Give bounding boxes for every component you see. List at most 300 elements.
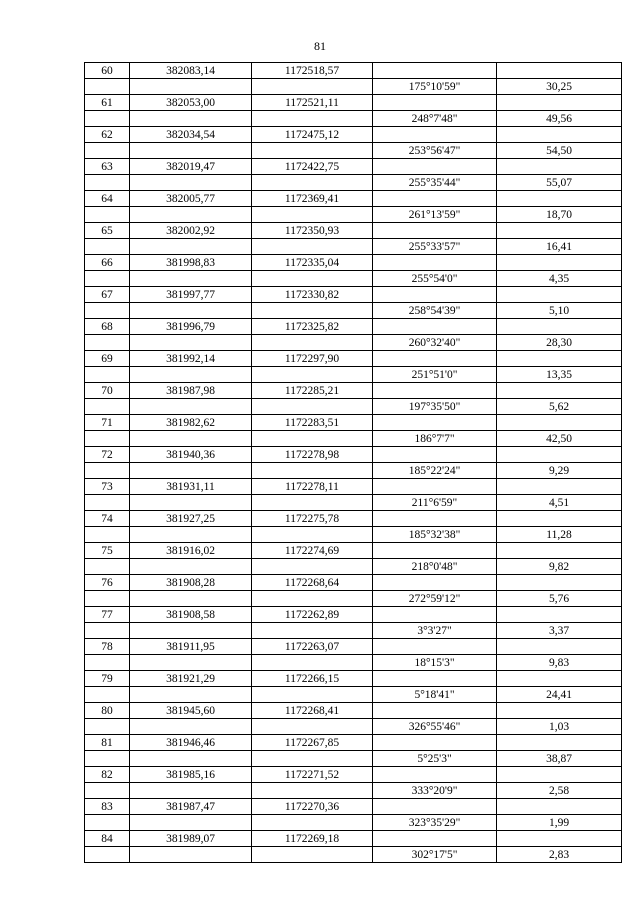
point-row bbox=[85, 671, 622, 687]
segment-row bbox=[85, 719, 622, 735]
point-number-cell bbox=[85, 431, 130, 447]
distance-cell: 18,70 bbox=[497, 207, 622, 223]
x-coordinate-cell: 381931,11 bbox=[130, 479, 252, 495]
y-coordinate-cell: 1172283,51 bbox=[252, 415, 373, 431]
y-coordinate-cell: 1172335,04 bbox=[252, 255, 373, 271]
y-coordinate-cell bbox=[252, 111, 373, 127]
distance-cell: 1,03 bbox=[497, 719, 622, 735]
x-coordinate-cell bbox=[130, 431, 252, 447]
segment-row bbox=[85, 111, 622, 127]
distance-cell: 11,28 bbox=[497, 527, 622, 543]
y-coordinate-cell: 1172325,82 bbox=[252, 319, 373, 335]
segment-row bbox=[85, 143, 622, 159]
angle-cell: 248°7'48" bbox=[373, 111, 497, 127]
point-row bbox=[85, 223, 622, 239]
point-number-cell: 67 bbox=[85, 287, 130, 303]
angle-cell bbox=[373, 223, 497, 239]
point-row bbox=[85, 287, 622, 303]
point-number-cell bbox=[85, 623, 130, 639]
segment-row bbox=[85, 687, 622, 703]
page-number: 81 bbox=[314, 39, 326, 53]
angle-cell: 253°56'47" bbox=[373, 143, 497, 159]
angle-cell: 255°35'44" bbox=[373, 175, 497, 191]
point-row bbox=[85, 319, 622, 335]
y-coordinate-cell: 1172330,82 bbox=[252, 287, 373, 303]
y-coordinate-cell bbox=[252, 431, 373, 447]
x-coordinate-cell bbox=[130, 303, 252, 319]
y-coordinate-cell: 1172266,15 bbox=[252, 671, 373, 687]
angle-cell: 333°20'9" bbox=[373, 783, 497, 799]
coordinates-table-body bbox=[85, 63, 622, 863]
angle-cell: 326°55'46" bbox=[373, 719, 497, 735]
point-row bbox=[85, 479, 622, 495]
distance-cell bbox=[497, 607, 622, 623]
segment-row bbox=[85, 367, 622, 383]
distance-cell: 5,62 bbox=[497, 399, 622, 415]
segment-row bbox=[85, 495, 622, 511]
distance-cell: 2,58 bbox=[497, 783, 622, 799]
angle-cell bbox=[373, 767, 497, 783]
distance-cell: 9,83 bbox=[497, 655, 622, 671]
point-row bbox=[85, 63, 622, 79]
point-number-cell bbox=[85, 463, 130, 479]
angle-cell bbox=[373, 383, 497, 399]
segment-row bbox=[85, 847, 622, 863]
y-coordinate-cell: 1172270,36 bbox=[252, 799, 373, 815]
distance-cell: 2,83 bbox=[497, 847, 622, 863]
angle-cell: 260°32'40" bbox=[373, 335, 497, 351]
coordinates-table bbox=[84, 62, 622, 863]
y-coordinate-cell bbox=[252, 175, 373, 191]
y-coordinate-cell bbox=[252, 591, 373, 607]
angle-cell: 197°35'50" bbox=[373, 399, 497, 415]
y-coordinate-cell bbox=[252, 751, 373, 767]
point-number-cell bbox=[85, 111, 130, 127]
angle-cell bbox=[373, 447, 497, 463]
angle-cell: 255°54'0" bbox=[373, 271, 497, 287]
point-row bbox=[85, 575, 622, 591]
x-coordinate-cell bbox=[130, 495, 252, 511]
angle-cell bbox=[373, 191, 497, 207]
y-coordinate-cell: 1172262,89 bbox=[252, 607, 373, 623]
angle-cell bbox=[373, 351, 497, 367]
x-coordinate-cell bbox=[130, 687, 252, 703]
segment-row bbox=[85, 431, 622, 447]
distance-cell bbox=[497, 63, 622, 79]
x-coordinate-cell: 382053,00 bbox=[130, 95, 252, 111]
point-number-cell: 84 bbox=[85, 831, 130, 847]
y-coordinate-cell: 1172268,64 bbox=[252, 575, 373, 591]
segment-row bbox=[85, 175, 622, 191]
segment-row bbox=[85, 527, 622, 543]
angle-cell: 18°15'3" bbox=[373, 655, 497, 671]
distance-cell: 9,82 bbox=[497, 559, 622, 575]
point-number-cell: 70 bbox=[85, 383, 130, 399]
distance-cell bbox=[497, 159, 622, 175]
point-number-cell bbox=[85, 591, 130, 607]
x-coordinate-cell bbox=[130, 79, 252, 95]
distance-cell: 42,50 bbox=[497, 431, 622, 447]
point-number-cell bbox=[85, 175, 130, 191]
y-coordinate-cell bbox=[252, 271, 373, 287]
segment-row bbox=[85, 335, 622, 351]
distance-cell bbox=[497, 831, 622, 847]
point-row bbox=[85, 255, 622, 271]
point-number-cell: 80 bbox=[85, 703, 130, 719]
x-coordinate-cell: 381996,79 bbox=[130, 319, 252, 335]
distance-cell bbox=[497, 447, 622, 463]
angle-cell: 323°35'29" bbox=[373, 815, 497, 831]
point-number-cell bbox=[85, 783, 130, 799]
y-coordinate-cell bbox=[252, 495, 373, 511]
distance-cell: 24,41 bbox=[497, 687, 622, 703]
x-coordinate-cell bbox=[130, 719, 252, 735]
point-row bbox=[85, 511, 622, 527]
point-row bbox=[85, 191, 622, 207]
angle-cell bbox=[373, 159, 497, 175]
angle-cell bbox=[373, 63, 497, 79]
x-coordinate-cell: 381998,83 bbox=[130, 255, 252, 271]
angle-cell: 258°54'39" bbox=[373, 303, 497, 319]
angle-cell bbox=[373, 735, 497, 751]
y-coordinate-cell: 1172274,69 bbox=[252, 543, 373, 559]
x-coordinate-cell: 381940,36 bbox=[130, 447, 252, 463]
angle-cell bbox=[373, 319, 497, 335]
distance-cell bbox=[497, 95, 622, 111]
distance-cell: 54,50 bbox=[497, 143, 622, 159]
y-coordinate-cell bbox=[252, 655, 373, 671]
distance-cell bbox=[497, 255, 622, 271]
y-coordinate-cell: 1172475,12 bbox=[252, 127, 373, 143]
angle-cell: 175°10'59" bbox=[373, 79, 497, 95]
x-coordinate-cell: 381982,62 bbox=[130, 415, 252, 431]
x-coordinate-cell bbox=[130, 527, 252, 543]
angle-cell bbox=[373, 703, 497, 719]
y-coordinate-cell bbox=[252, 143, 373, 159]
point-number-cell bbox=[85, 367, 130, 383]
angle-cell bbox=[373, 415, 497, 431]
distance-cell bbox=[497, 383, 622, 399]
y-coordinate-cell: 1172275,78 bbox=[252, 511, 373, 527]
x-coordinate-cell: 381992,14 bbox=[130, 351, 252, 367]
x-coordinate-cell: 381908,28 bbox=[130, 575, 252, 591]
angle-cell: 302°17'5" bbox=[373, 847, 497, 863]
point-row bbox=[85, 351, 622, 367]
angle-cell bbox=[373, 287, 497, 303]
distance-cell: 13,35 bbox=[497, 367, 622, 383]
point-number-cell: 61 bbox=[85, 95, 130, 111]
segment-row bbox=[85, 399, 622, 415]
x-coordinate-cell bbox=[130, 847, 252, 863]
x-coordinate-cell bbox=[130, 463, 252, 479]
point-number-cell: 62 bbox=[85, 127, 130, 143]
angle-cell: 186°7'7" bbox=[373, 431, 497, 447]
y-coordinate-cell: 1172350,93 bbox=[252, 223, 373, 239]
distance-cell bbox=[497, 735, 622, 751]
angle-cell bbox=[373, 511, 497, 527]
distance-cell: 5,76 bbox=[497, 591, 622, 607]
distance-cell: 1,99 bbox=[497, 815, 622, 831]
x-coordinate-cell: 382034,54 bbox=[130, 127, 252, 143]
segment-row bbox=[85, 463, 622, 479]
distance-cell: 5,10 bbox=[497, 303, 622, 319]
x-coordinate-cell: 381908,58 bbox=[130, 607, 252, 623]
distance-cell bbox=[497, 799, 622, 815]
point-number-cell bbox=[85, 655, 130, 671]
x-coordinate-cell: 381911,95 bbox=[130, 639, 252, 655]
angle-cell: 185°32'38" bbox=[373, 527, 497, 543]
x-coordinate-cell bbox=[130, 559, 252, 575]
y-coordinate-cell bbox=[252, 335, 373, 351]
segment-row bbox=[85, 815, 622, 831]
distance-cell: 4,35 bbox=[497, 271, 622, 287]
x-coordinate-cell: 381945,60 bbox=[130, 703, 252, 719]
y-coordinate-cell bbox=[252, 463, 373, 479]
point-number-cell bbox=[85, 559, 130, 575]
point-row bbox=[85, 735, 622, 751]
segment-row bbox=[85, 239, 622, 255]
distance-cell bbox=[497, 639, 622, 655]
angle-cell bbox=[373, 95, 497, 111]
angle-cell bbox=[373, 671, 497, 687]
y-coordinate-cell: 1172267,85 bbox=[252, 735, 373, 751]
segment-row bbox=[85, 623, 622, 639]
point-number-cell: 60 bbox=[85, 63, 130, 79]
distance-cell: 9,29 bbox=[497, 463, 622, 479]
x-coordinate-cell bbox=[130, 111, 252, 127]
angle-cell: 5°18'41" bbox=[373, 687, 497, 703]
y-coordinate-cell bbox=[252, 847, 373, 863]
segment-row bbox=[85, 79, 622, 95]
angle-cell bbox=[373, 607, 497, 623]
angle-cell bbox=[373, 255, 497, 271]
distance-cell bbox=[497, 543, 622, 559]
y-coordinate-cell bbox=[252, 79, 373, 95]
point-number-cell: 81 bbox=[85, 735, 130, 751]
segment-row bbox=[85, 751, 622, 767]
x-coordinate-cell: 382005,77 bbox=[130, 191, 252, 207]
y-coordinate-cell bbox=[252, 559, 373, 575]
distance-cell: 4,51 bbox=[497, 495, 622, 511]
distance-cell bbox=[497, 287, 622, 303]
y-coordinate-cell bbox=[252, 687, 373, 703]
point-row bbox=[85, 447, 622, 463]
point-number-cell bbox=[85, 527, 130, 543]
y-coordinate-cell bbox=[252, 623, 373, 639]
x-coordinate-cell bbox=[130, 143, 252, 159]
y-coordinate-cell: 1172297,90 bbox=[252, 351, 373, 367]
point-number-cell: 83 bbox=[85, 799, 130, 815]
angle-cell bbox=[373, 575, 497, 591]
segment-row bbox=[85, 655, 622, 671]
point-number-cell bbox=[85, 847, 130, 863]
point-row bbox=[85, 639, 622, 655]
distance-cell bbox=[497, 479, 622, 495]
y-coordinate-cell: 1172285,21 bbox=[252, 383, 373, 399]
x-coordinate-cell bbox=[130, 367, 252, 383]
angle-cell bbox=[373, 543, 497, 559]
point-number-cell: 79 bbox=[85, 671, 130, 687]
point-number-cell bbox=[85, 79, 130, 95]
point-row bbox=[85, 831, 622, 847]
angle-cell bbox=[373, 127, 497, 143]
x-coordinate-cell: 381921,29 bbox=[130, 671, 252, 687]
x-coordinate-cell: 382083,14 bbox=[130, 63, 252, 79]
distance-cell bbox=[497, 511, 622, 527]
x-coordinate-cell: 381927,25 bbox=[130, 511, 252, 527]
x-coordinate-cell: 382002,92 bbox=[130, 223, 252, 239]
segment-row bbox=[85, 303, 622, 319]
y-coordinate-cell bbox=[252, 303, 373, 319]
point-number-cell bbox=[85, 143, 130, 159]
y-coordinate-cell: 1172271,52 bbox=[252, 767, 373, 783]
y-coordinate-cell bbox=[252, 367, 373, 383]
distance-cell bbox=[497, 191, 622, 207]
distance-cell: 55,07 bbox=[497, 175, 622, 191]
distance-cell: 38,87 bbox=[497, 751, 622, 767]
point-number-cell: 66 bbox=[85, 255, 130, 271]
distance-cell: 16,41 bbox=[497, 239, 622, 255]
point-number-cell: 77 bbox=[85, 607, 130, 623]
point-number-cell: 63 bbox=[85, 159, 130, 175]
point-number-cell: 68 bbox=[85, 319, 130, 335]
y-coordinate-cell bbox=[252, 783, 373, 799]
distance-cell: 28,30 bbox=[497, 335, 622, 351]
angle-cell: 272°59'12" bbox=[373, 591, 497, 607]
segment-row bbox=[85, 271, 622, 287]
x-coordinate-cell bbox=[130, 623, 252, 639]
x-coordinate-cell bbox=[130, 591, 252, 607]
point-number-cell bbox=[85, 239, 130, 255]
x-coordinate-cell: 381985,16 bbox=[130, 767, 252, 783]
point-number-cell bbox=[85, 495, 130, 511]
x-coordinate-cell: 382019,47 bbox=[130, 159, 252, 175]
distance-cell: 49,56 bbox=[497, 111, 622, 127]
point-row bbox=[85, 767, 622, 783]
x-coordinate-cell bbox=[130, 655, 252, 671]
y-coordinate-cell: 1172263,07 bbox=[252, 639, 373, 655]
y-coordinate-cell: 1172269,18 bbox=[252, 831, 373, 847]
y-coordinate-cell: 1172521,11 bbox=[252, 95, 373, 111]
x-coordinate-cell: 381989,07 bbox=[130, 831, 252, 847]
angle-cell bbox=[373, 831, 497, 847]
angle-cell: 3°3'27" bbox=[373, 623, 497, 639]
point-row bbox=[85, 415, 622, 431]
point-row bbox=[85, 95, 622, 111]
segment-row bbox=[85, 591, 622, 607]
point-number-cell bbox=[85, 687, 130, 703]
y-coordinate-cell bbox=[252, 239, 373, 255]
y-coordinate-cell bbox=[252, 399, 373, 415]
x-coordinate-cell bbox=[130, 207, 252, 223]
x-coordinate-cell: 381997,77 bbox=[130, 287, 252, 303]
point-row bbox=[85, 159, 622, 175]
point-number-cell: 75 bbox=[85, 543, 130, 559]
point-number-cell bbox=[85, 303, 130, 319]
y-coordinate-cell: 1172422,75 bbox=[252, 159, 373, 175]
distance-cell bbox=[497, 415, 622, 431]
point-number-cell: 64 bbox=[85, 191, 130, 207]
point-number-cell: 76 bbox=[85, 575, 130, 591]
x-coordinate-cell bbox=[130, 335, 252, 351]
point-number-cell: 71 bbox=[85, 415, 130, 431]
distance-cell bbox=[497, 127, 622, 143]
distance-cell bbox=[497, 575, 622, 591]
x-coordinate-cell: 381987,98 bbox=[130, 383, 252, 399]
x-coordinate-cell bbox=[130, 815, 252, 831]
distance-cell bbox=[497, 319, 622, 335]
distance-cell bbox=[497, 223, 622, 239]
y-coordinate-cell bbox=[252, 527, 373, 543]
point-number-cell: 82 bbox=[85, 767, 130, 783]
y-coordinate-cell bbox=[252, 815, 373, 831]
angle-cell: 255°33'57" bbox=[373, 239, 497, 255]
angle-cell bbox=[373, 479, 497, 495]
distance-cell: 3,37 bbox=[497, 623, 622, 639]
point-number-cell bbox=[85, 399, 130, 415]
angle-cell: 251°51'0" bbox=[373, 367, 497, 383]
point-row bbox=[85, 127, 622, 143]
distance-cell bbox=[497, 703, 622, 719]
point-number-cell bbox=[85, 719, 130, 735]
x-coordinate-cell bbox=[130, 399, 252, 415]
angle-cell: 5°25'3" bbox=[373, 751, 497, 767]
angle-cell bbox=[373, 799, 497, 815]
distance-cell: 30,25 bbox=[497, 79, 622, 95]
angle-cell: 185°22'24" bbox=[373, 463, 497, 479]
point-number-cell bbox=[85, 271, 130, 287]
distance-cell bbox=[497, 767, 622, 783]
x-coordinate-cell bbox=[130, 271, 252, 287]
x-coordinate-cell: 381987,47 bbox=[130, 799, 252, 815]
angle-cell: 218°0'48" bbox=[373, 559, 497, 575]
x-coordinate-cell bbox=[130, 175, 252, 191]
x-coordinate-cell bbox=[130, 751, 252, 767]
angle-cell bbox=[373, 639, 497, 655]
point-row bbox=[85, 383, 622, 399]
y-coordinate-cell: 1172278,98 bbox=[252, 447, 373, 463]
point-number-cell: 65 bbox=[85, 223, 130, 239]
angle-cell: 211°6'59" bbox=[373, 495, 497, 511]
point-number-cell: 73 bbox=[85, 479, 130, 495]
point-number-cell bbox=[85, 335, 130, 351]
point-row bbox=[85, 543, 622, 559]
y-coordinate-cell bbox=[252, 207, 373, 223]
segment-row bbox=[85, 783, 622, 799]
point-number-cell: 78 bbox=[85, 639, 130, 655]
y-coordinate-cell: 1172278,11 bbox=[252, 479, 373, 495]
y-coordinate-cell: 1172369,41 bbox=[252, 191, 373, 207]
x-coordinate-cell: 381946,46 bbox=[130, 735, 252, 751]
point-row bbox=[85, 703, 622, 719]
point-number-cell bbox=[85, 751, 130, 767]
point-number-cell: 72 bbox=[85, 447, 130, 463]
segment-row bbox=[85, 559, 622, 575]
distance-cell bbox=[497, 351, 622, 367]
y-coordinate-cell: 1172518,57 bbox=[252, 63, 373, 79]
point-number-cell bbox=[85, 207, 130, 223]
x-coordinate-cell: 381916,02 bbox=[130, 543, 252, 559]
point-number-cell: 74 bbox=[85, 511, 130, 527]
point-number-cell bbox=[85, 815, 130, 831]
angle-cell: 261°13'59" bbox=[373, 207, 497, 223]
segment-row bbox=[85, 207, 622, 223]
y-coordinate-cell: 1172268,41 bbox=[252, 703, 373, 719]
point-row bbox=[85, 607, 622, 623]
x-coordinate-cell bbox=[130, 783, 252, 799]
y-coordinate-cell bbox=[252, 719, 373, 735]
distance-cell bbox=[497, 671, 622, 687]
